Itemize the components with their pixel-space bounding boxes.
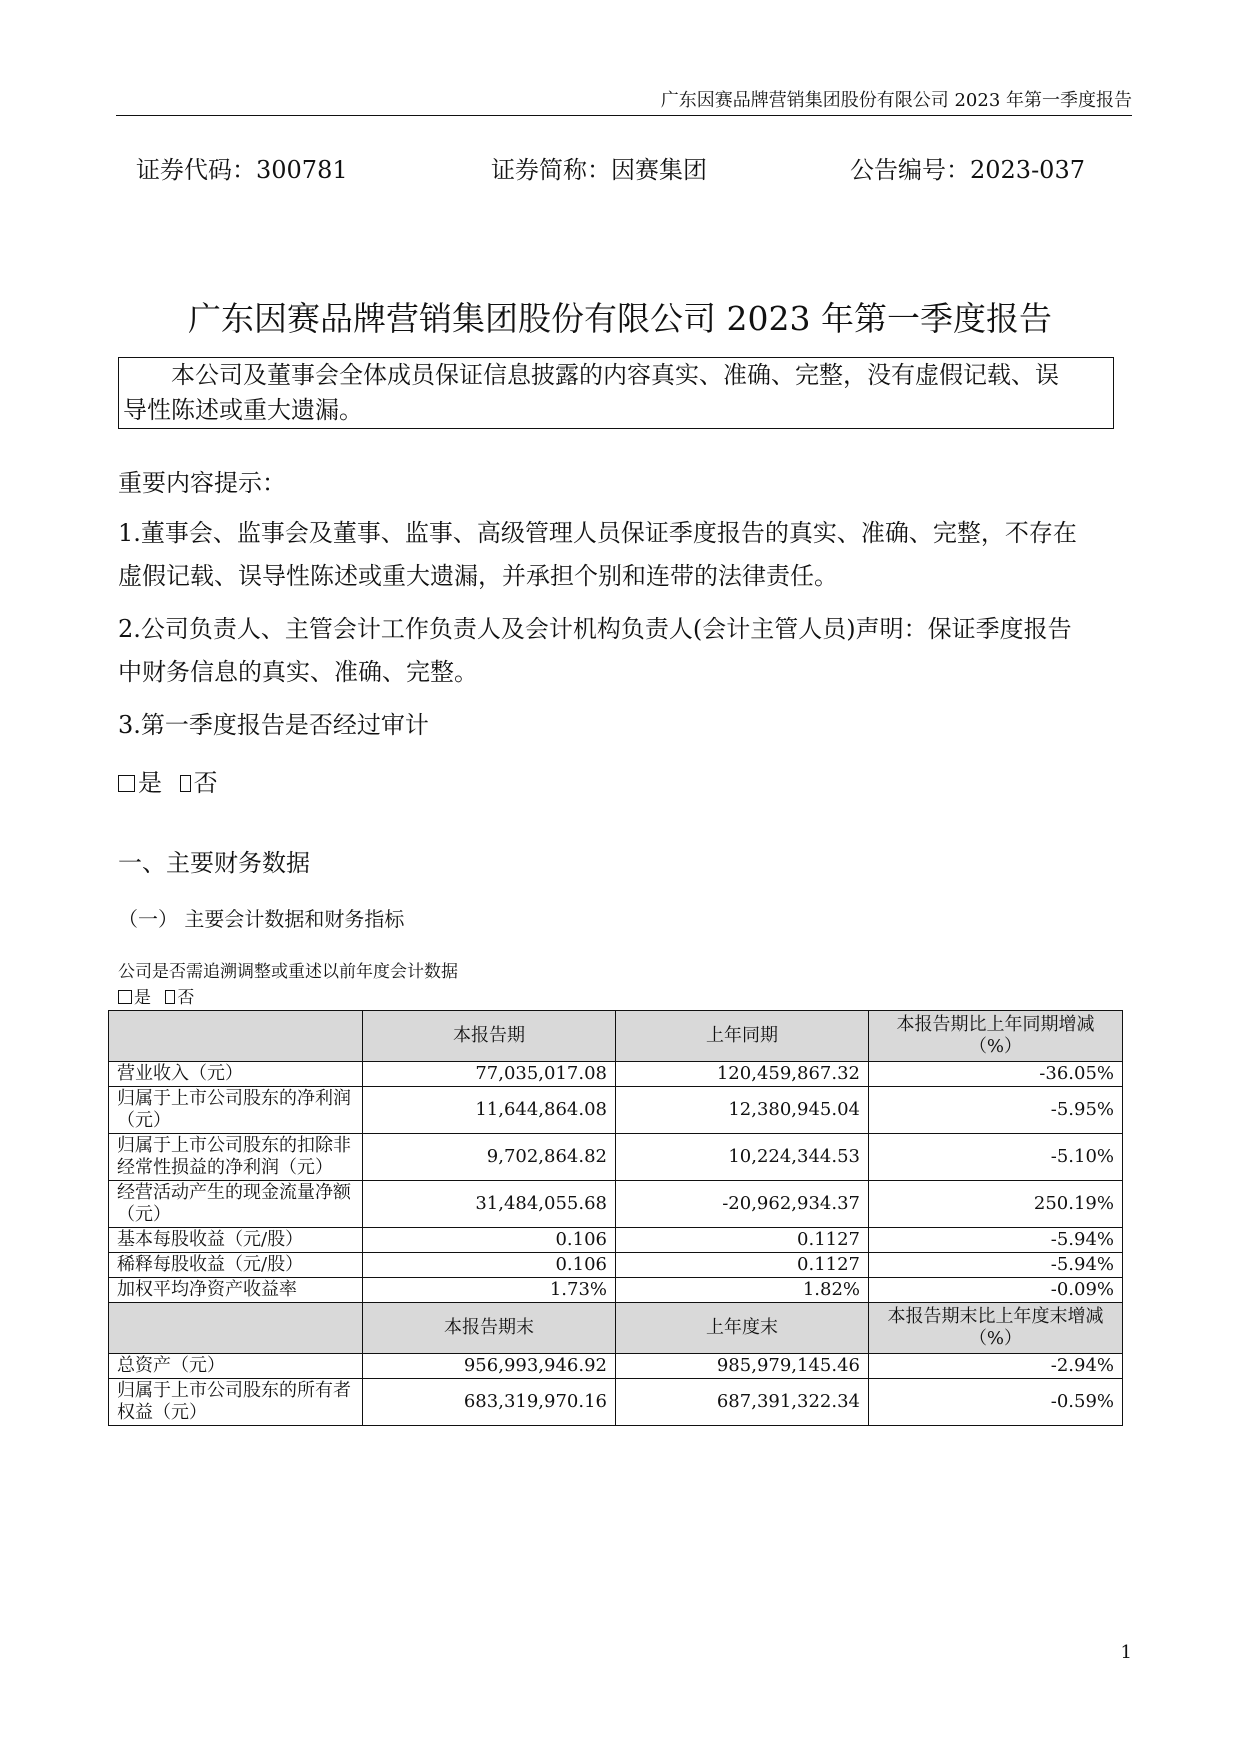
row-label: 经营活动产生的现金流量净额（元） [109,1181,363,1228]
current-value: 1.73% [363,1278,616,1303]
prior-value: 0.1127 [616,1253,869,1278]
important-item-3: 3.第一季度报告是否经过审计 [118,711,429,739]
prior-value: 985,979,145.46 [616,1354,869,1379]
header-current-period: 本报告期 [363,1011,616,1062]
header-empty-cell [109,1303,363,1354]
row-label: 归属于上市公司股东的所有者权益（元） [109,1379,363,1426]
prior-value: 687,391,322.34 [616,1379,869,1426]
row-label: 基本每股收益（元/股） [109,1228,363,1253]
table-row [109,1379,1123,1426]
no-checkbox[interactable] [180,775,191,792]
current-value: 11,644,864.08 [363,1087,616,1134]
restate-yes-checkbox[interactable] [118,990,132,1004]
change-value: -0.59% [869,1379,1123,1426]
change-value: -36.05% [869,1062,1123,1087]
restate-no-checkbox[interactable] [165,990,175,1004]
current-value: 956,993,946.92 [363,1354,616,1379]
prior-value: 0.1127 [616,1228,869,1253]
row-label: 加权平均净资产收益率 [109,1278,363,1303]
header-rule [116,115,1132,116]
change-value: -0.09% [869,1278,1123,1303]
table-row [109,1278,1123,1303]
yes-label: 是 [138,769,162,797]
restate-no-label: 否 [177,988,195,1008]
row-label: 稀释每股收益（元/股） [109,1253,363,1278]
important-item-2-line-2: 中财务信息的真实、准确、完整。 [118,658,478,686]
current-value: 683,319,970.16 [363,1379,616,1426]
no-label: 否 [193,769,218,797]
restate-yes-label: 是 [134,988,151,1008]
important-heading: 重要内容提示： [118,469,286,497]
announcement-number: 公告编号：2023-037 [850,156,1085,184]
section-1-subheading: （一） 主要会计数据和财务指标 [118,907,405,931]
current-value: 0.106 [363,1253,616,1278]
statement-line-1: 本公司及董事会全体成员保证信息披露的内容真实、准确、完整，没有虚假记载、误 [171,361,1059,389]
table-header-row [109,1303,1123,1354]
change-value: -5.95% [869,1087,1123,1134]
change-value: -5.10% [869,1134,1123,1181]
header-period-change: 本报告期比上年同期增减（%） [869,1011,1123,1062]
change-value: -5.94% [869,1228,1123,1253]
header-period-end: 本报告期末 [363,1303,616,1354]
prior-value: 1.82% [616,1278,869,1303]
important-item-1-line-1: 1.董事会、监事会及董事、监事、高级管理人员保证季度报告的真实、准确、完整，不存在 [118,519,1077,547]
security-short-name: 证券简称：因赛集团 [491,156,707,184]
audit-options [118,763,1128,798]
current-value: 77,035,017.08 [363,1062,616,1087]
restatement-question: 公司是否需追溯调整或重述以前年度会计数据 [118,962,458,982]
section-1-heading: 一、主要财务数据 [118,849,310,877]
change-value: -5.94% [869,1253,1123,1278]
table-row [109,1087,1123,1134]
prior-value: 120,459,867.32 [616,1062,869,1087]
prior-value: 10,224,344.53 [616,1134,869,1181]
important-item-1-line-2: 虚假记载、误导性陈述或重大遗漏，并承担个别和连带的法律责任。 [118,562,838,590]
statement-line-2: 导性陈述或重大遗漏。 [123,396,363,424]
table-header-row [109,1011,1123,1062]
table-row [109,1181,1123,1228]
current-value: 0.106 [363,1228,616,1253]
key-financial-data-table [108,1010,1123,1426]
restatement-options [118,983,1128,1008]
header-prior-period: 上年同期 [616,1011,869,1062]
page-number: 1 [1120,1642,1132,1663]
header-empty-cell [109,1011,363,1062]
table-row [109,1062,1123,1087]
board-statement-box [118,357,1114,429]
current-value: 9,702,864.82 [363,1134,616,1181]
header-year-end-change: 本报告期末比上年度末增减（%） [869,1303,1123,1354]
change-value: -2.94% [869,1354,1123,1379]
prior-value: 12,380,945.04 [616,1087,869,1134]
security-code: 证券代码：300781 [136,156,348,184]
row-label: 营业收入（元） [109,1062,363,1087]
table-row [109,1228,1123,1253]
table-row [109,1253,1123,1278]
header-prior-year-end: 上年度末 [616,1303,869,1354]
row-label: 归属于上市公司股东的净利润（元） [109,1087,363,1134]
running-header: 广东因赛品牌营销集团股份有限公司 2023 年第一季度报告 [660,90,1132,111]
table-row [109,1134,1123,1181]
important-item-2-line-1: 2.公司负责人、主管会计工作负责人及会计机构负责人(会计主管人员)声明：保证季度报告 [118,615,1072,643]
securities-info-row [136,150,1096,186]
row-label: 总资产（元） [109,1354,363,1379]
row-label: 归属于上市公司股东的扣除非经常性损益的净利润（元） [109,1134,363,1181]
table-row [109,1354,1123,1379]
yes-checkbox[interactable] [118,775,135,792]
page-title: 广东因赛品牌营销集团股份有限公司 2023 年第一季度报告 [188,299,1052,338]
change-value: 250.19% [869,1181,1123,1228]
prior-value: -20,962,934.37 [616,1181,869,1228]
current-value: 31,484,055.68 [363,1181,616,1228]
